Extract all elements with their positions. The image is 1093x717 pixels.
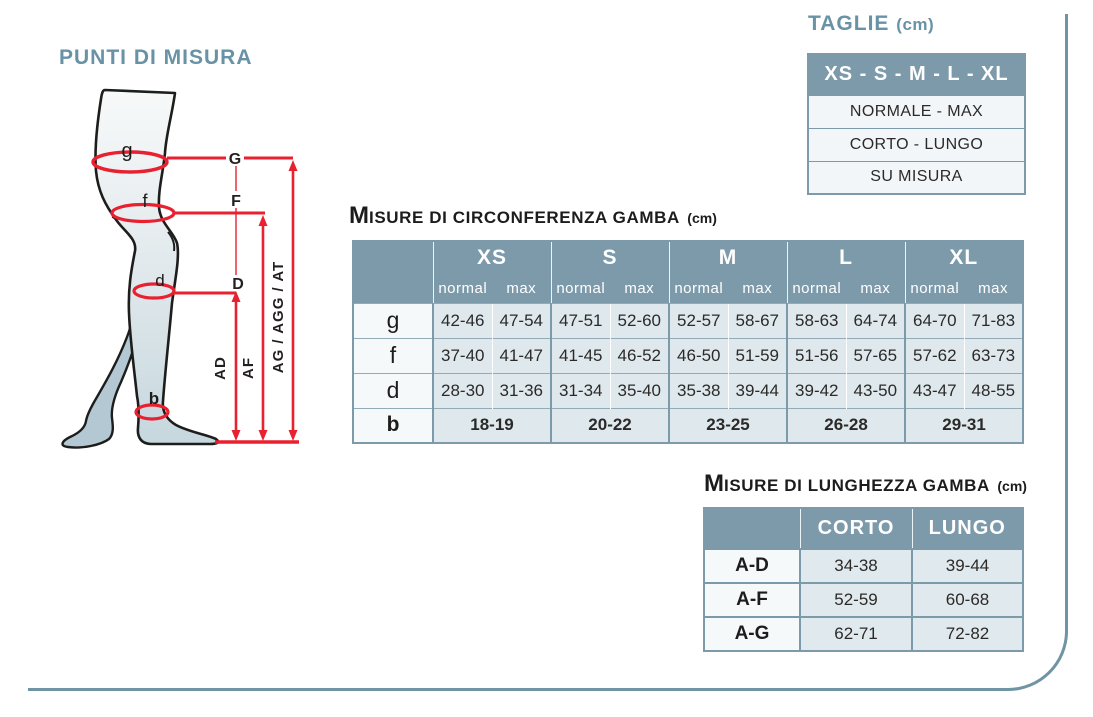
taglie-row-corto-lungo: CORTO - LUNGO bbox=[808, 128, 1025, 161]
cell: 51-56 bbox=[787, 338, 846, 373]
length-label-af: AF bbox=[240, 357, 257, 379]
circumference-title bbox=[349, 202, 717, 230]
row-label-d: d bbox=[353, 373, 433, 408]
length-title-rest: ISURE DI LUNGHEZZA GAMBA bbox=[724, 476, 990, 495]
cell: 58-63 bbox=[787, 303, 846, 338]
row-d bbox=[353, 373, 1023, 408]
level-label-F: F bbox=[231, 193, 241, 210]
taglie-title bbox=[808, 12, 934, 36]
row-a-d bbox=[704, 549, 1023, 583]
subheader-max: max bbox=[610, 274, 669, 303]
taglie-title-text: TAGLIE bbox=[808, 12, 890, 35]
taglie-title-unit: (cm) bbox=[896, 15, 935, 34]
point-label-f: f bbox=[142, 191, 148, 211]
row-f bbox=[353, 338, 1023, 373]
length-table bbox=[703, 507, 1024, 652]
subheader-normal: normal bbox=[433, 274, 492, 303]
cell: 52-57 bbox=[669, 303, 728, 338]
size-header-row bbox=[353, 241, 1023, 274]
punti-di-misura-title bbox=[59, 46, 253, 70]
length-corner-cell bbox=[704, 508, 800, 549]
length-title-lead: M bbox=[704, 470, 724, 497]
taglie-header-cell: XS - S - M - L - XL bbox=[808, 54, 1025, 95]
cell: 46-50 bbox=[669, 338, 728, 373]
length-title bbox=[704, 470, 1027, 498]
cell: 39-44 bbox=[912, 549, 1023, 583]
point-label-b: b bbox=[148, 389, 160, 408]
level-label-D: D bbox=[232, 276, 244, 293]
cell: 28-30 bbox=[433, 373, 492, 408]
row-a-g bbox=[704, 617, 1023, 651]
size-header-xs: XS bbox=[433, 241, 551, 274]
size-header-s: S bbox=[551, 241, 669, 274]
length-header-row bbox=[704, 508, 1023, 549]
cell: 35-40 bbox=[610, 373, 669, 408]
cell: 41-45 bbox=[551, 338, 610, 373]
cell: 34-38 bbox=[800, 549, 912, 583]
point-label-g: g bbox=[121, 140, 133, 162]
cell: 39-42 bbox=[787, 373, 846, 408]
circumference-table bbox=[352, 240, 1024, 444]
size-header-l: L bbox=[787, 241, 905, 274]
cell: 48-55 bbox=[964, 373, 1023, 408]
cell: 31-36 bbox=[492, 373, 551, 408]
cell: 42-46 bbox=[433, 303, 492, 338]
size-header-m: M bbox=[669, 241, 787, 274]
cell: 47-51 bbox=[551, 303, 610, 338]
subheader-normal: normal bbox=[787, 274, 846, 303]
point-label-d: d bbox=[155, 271, 165, 290]
row-label-a-d: A-D bbox=[704, 549, 800, 583]
corner-cell bbox=[353, 241, 433, 303]
af-arrow bbox=[259, 215, 268, 441]
subheader-normal: normal bbox=[669, 274, 728, 303]
cell: 47-54 bbox=[492, 303, 551, 338]
row-a-f bbox=[704, 583, 1023, 617]
subheader-max: max bbox=[964, 274, 1023, 303]
length-header-corto: CORTO bbox=[800, 508, 912, 549]
taglie-row-normale-max: NORMALE - MAX bbox=[808, 95, 1025, 128]
cell: 31-34 bbox=[551, 373, 610, 408]
length-header-lungo: LUNGO bbox=[912, 508, 1023, 549]
circumference-title-rest: ISURE DI CIRCONFERENZA GAMBA bbox=[369, 208, 680, 227]
taglie-row-su-misura: SU MISURA bbox=[808, 161, 1025, 194]
cell: 58-67 bbox=[728, 303, 787, 338]
cell: 72-82 bbox=[912, 617, 1023, 651]
row-b bbox=[353, 408, 1023, 443]
cell: 26-28 bbox=[787, 408, 905, 443]
row-label-g: g bbox=[353, 303, 433, 338]
cell: 23-25 bbox=[669, 408, 787, 443]
cell: 46-52 bbox=[610, 338, 669, 373]
cell: 64-70 bbox=[905, 303, 964, 338]
row-label-f: f bbox=[353, 338, 433, 373]
row-label-a-f: A-F bbox=[704, 583, 800, 617]
length-label-ad: AD bbox=[212, 356, 229, 380]
subheader-normal: normal bbox=[905, 274, 964, 303]
cell: 51-59 bbox=[728, 338, 787, 373]
taglie-table bbox=[807, 53, 1026, 195]
cell: 37-40 bbox=[433, 338, 492, 373]
ag-arrow bbox=[289, 160, 298, 441]
row-label-a-g: A-G bbox=[704, 617, 800, 651]
subheader-row bbox=[353, 274, 1023, 303]
row-label-b: b bbox=[353, 408, 433, 443]
cell: 43-50 bbox=[846, 373, 905, 408]
cell: 57-65 bbox=[846, 338, 905, 373]
row-g bbox=[353, 303, 1023, 338]
cell: 35-38 bbox=[669, 373, 728, 408]
length-label-ag-agg-at: AG / AGG / AT bbox=[270, 260, 287, 374]
cell: 57-62 bbox=[905, 338, 964, 373]
circumference-title-unit: (cm) bbox=[687, 210, 717, 226]
cell: 62-71 bbox=[800, 617, 912, 651]
cell: 52-60 bbox=[610, 303, 669, 338]
cell: 18-19 bbox=[433, 408, 551, 443]
cell: 20-22 bbox=[551, 408, 669, 443]
cell: 71-83 bbox=[964, 303, 1023, 338]
circumference-title-lead: M bbox=[349, 202, 369, 229]
punti-di-misura-title-text: PUNTI DI MISURA bbox=[59, 46, 253, 69]
cell: 41-47 bbox=[492, 338, 551, 373]
length-title-unit: (cm) bbox=[997, 478, 1027, 494]
cell: 63-73 bbox=[964, 338, 1023, 373]
subheader-normal: normal bbox=[551, 274, 610, 303]
size-header-xl: XL bbox=[905, 241, 1023, 274]
subheader-max: max bbox=[846, 274, 905, 303]
cell: 29-31 bbox=[905, 408, 1023, 443]
subheader-max: max bbox=[492, 274, 551, 303]
level-label-G: G bbox=[228, 151, 242, 168]
cell: 64-74 bbox=[846, 303, 905, 338]
cell: 43-47 bbox=[905, 373, 964, 408]
cell: 39-44 bbox=[728, 373, 787, 408]
leg-measurement-diagram bbox=[55, 85, 315, 460]
cell: 60-68 bbox=[912, 583, 1023, 617]
cell: 52-59 bbox=[800, 583, 912, 617]
subheader-max: max bbox=[728, 274, 787, 303]
